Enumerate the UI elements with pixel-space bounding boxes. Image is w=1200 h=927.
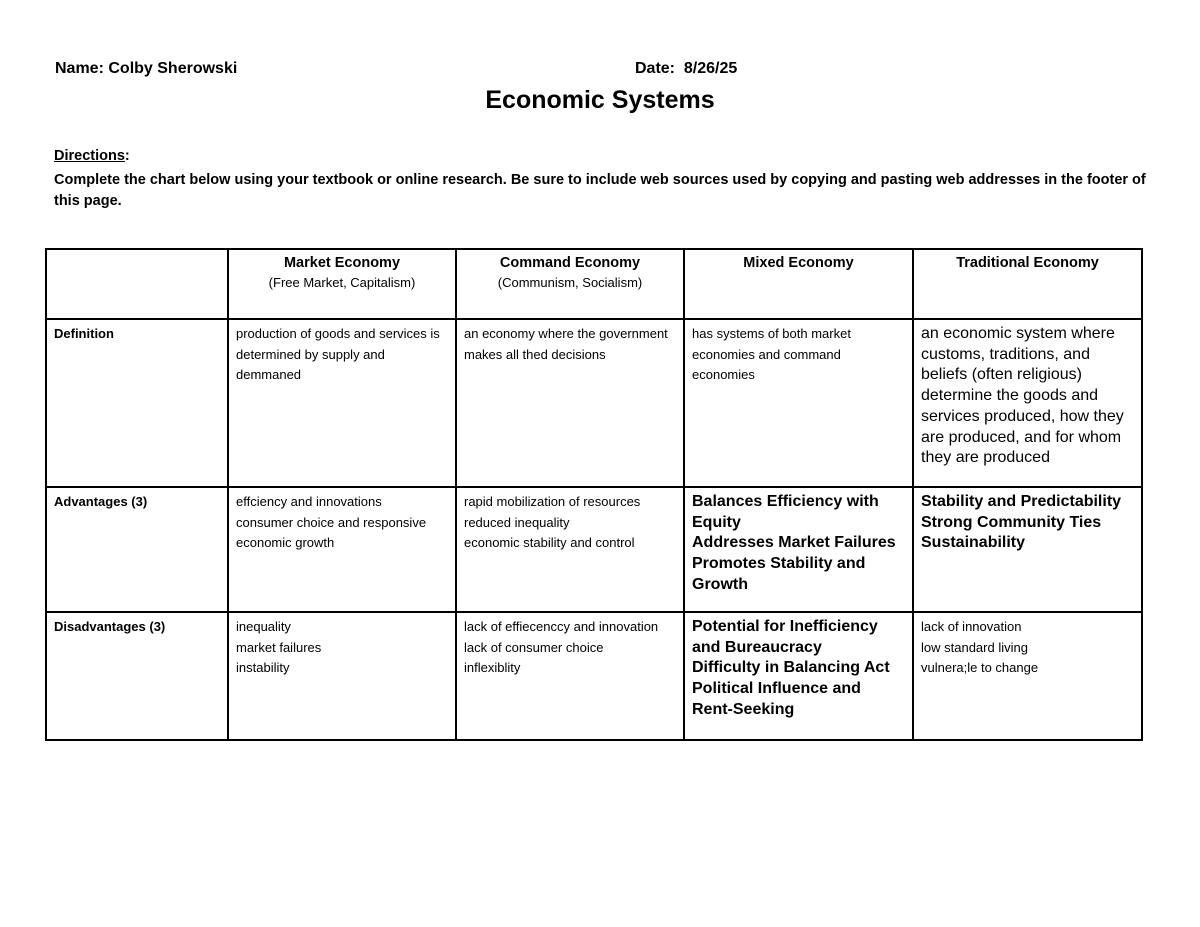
- list-item: consumer choice and responsive: [236, 514, 427, 530]
- list-item: instability: [236, 660, 290, 675]
- list-item: lack of consumer choice: [464, 639, 604, 655]
- list-item: rapid mobilization of resources: [464, 494, 641, 509]
- list-item: economic growth: [236, 535, 335, 550]
- list-item: low standard living: [921, 639, 1028, 655]
- student-name-value: Colby Sherowski: [108, 60, 238, 77]
- cell-advantages-market: [228, 487, 456, 612]
- col-header-traditional: Traditional Economy: [913, 249, 1142, 319]
- student-name: Name: Colby Sherowski: [55, 60, 238, 77]
- table-row-disadvantages: [46, 612, 1142, 740]
- cell-definition-market: production of goods and services is determined by supply and demmaned: [228, 319, 456, 487]
- page-title: Economic Systems: [485, 86, 715, 114]
- table-row-advantages: [46, 487, 1142, 612]
- row-label-disadvantages: Disadvantages (3): [46, 612, 228, 740]
- list-item: reduced inequality: [464, 514, 570, 530]
- list-item: Strong Community Ties: [921, 513, 1102, 531]
- list-item: Political Influence and Rent-Seeking: [692, 680, 861, 718]
- list-item: Sustainability: [921, 534, 1026, 552]
- list-item: Promotes Stability and Growth: [692, 555, 866, 593]
- cell-disadvantages-mixed: [684, 612, 913, 740]
- row-label-definition: Definition: [46, 319, 228, 487]
- row-label-advantages: Advantages (3): [46, 487, 228, 612]
- cell-disadvantages-traditional: [913, 612, 1142, 740]
- list-item: lack of effiecenccy and innovation: [464, 619, 659, 634]
- list-item: lack of innovation: [921, 619, 1022, 634]
- date: Date: 8/26/25: [635, 60, 738, 77]
- list-item: Potential for Inefficiency and Bureaucracy: [692, 618, 878, 656]
- list-item: Addresses Market Failures: [692, 534, 896, 552]
- list-item: inequality: [236, 619, 291, 634]
- list-item: vulnera;le to change: [921, 660, 1039, 675]
- date-value: 8/26/25: [683, 60, 738, 77]
- list-item: Balances Efficiency with Equity: [692, 493, 879, 531]
- list-item: economic stability and control: [464, 535, 635, 550]
- directions-label: Directions:: [54, 148, 130, 164]
- economic-systems-table: [45, 248, 1143, 741]
- table-header-row: [46, 249, 1142, 319]
- cell-definition-traditional: an economic system where customs, traditions, and beliefs (often religious) determine the goods and services produced, how they are produced, and for whom they are produced: [913, 319, 1142, 487]
- list-item: Difficulty in Balancing Act: [692, 659, 890, 677]
- cell-definition-command: an economy where the government makes all thed decisions: [456, 319, 684, 487]
- cell-advantages-command: [456, 487, 684, 612]
- cell-disadvantages-command: [456, 612, 684, 740]
- directions-text: Complete the chart below using your textbook or online research. Be sure to include web sources used by copying and pasting web addresses in the footer of this page.: [54, 172, 1146, 209]
- cell-disadvantages-market: [228, 612, 456, 740]
- table-row-definition: [46, 319, 1142, 487]
- cell-advantages-mixed: [684, 487, 913, 612]
- corner-cell: [46, 249, 228, 319]
- list-item: market failures: [236, 639, 322, 655]
- col-header-mixed: Mixed Economy: [684, 249, 913, 319]
- col-header-command: Command Economy (Communism, Socialism): [456, 249, 684, 319]
- col-header-market: Market Economy (Free Market, Capitalism): [228, 249, 456, 319]
- cell-advantages-traditional: [913, 487, 1142, 612]
- list-item: inflexiblity: [464, 660, 521, 675]
- cell-definition-mixed: has systems of both market economies and command economies: [684, 319, 913, 487]
- list-item: Stability and Predictability: [921, 493, 1122, 510]
- list-item: effciency and innovations: [236, 494, 382, 509]
